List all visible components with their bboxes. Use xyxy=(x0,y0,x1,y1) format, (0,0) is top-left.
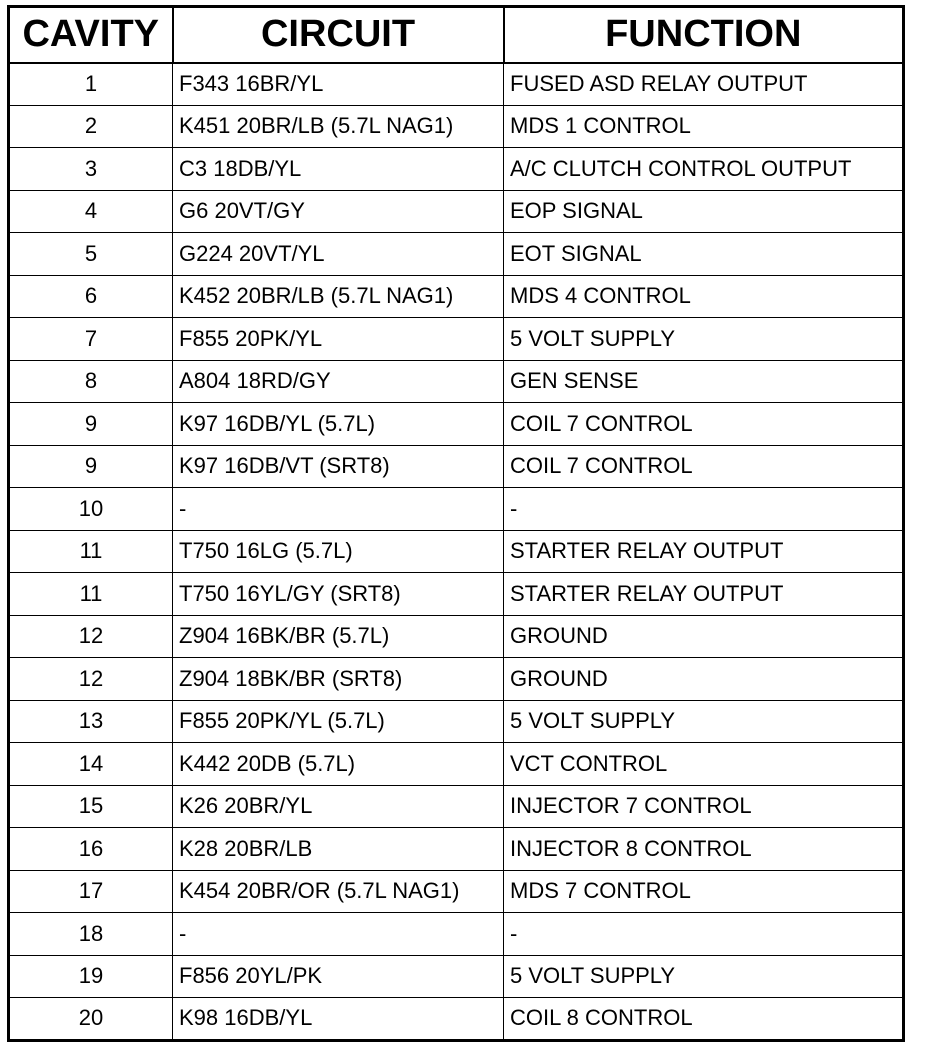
table-row xyxy=(9,105,904,148)
circuit-header: CIRCUIT xyxy=(173,7,504,63)
table-row xyxy=(9,148,904,191)
function-cell: STARTER RELAY OUTPUT xyxy=(504,530,904,573)
function-cell: GROUND xyxy=(504,658,904,701)
circuit-cell: K442 20DB (5.7L) xyxy=(173,743,504,786)
table-row xyxy=(9,913,904,956)
cavity-header: CAVITY xyxy=(9,7,173,63)
table-row xyxy=(9,658,904,701)
circuit-cell: K97 16DB/YL (5.7L) xyxy=(173,403,504,446)
table-row xyxy=(9,63,904,106)
table-row xyxy=(9,488,904,531)
function-cell: 5 VOLT SUPPLY xyxy=(504,700,904,743)
circuit-cell: F856 20YL/PK xyxy=(173,955,504,998)
circuit-cell: K452 20BR/LB (5.7L NAG1) xyxy=(173,275,504,318)
table-row xyxy=(9,573,904,616)
circuit-cell: K451 20BR/LB (5.7L NAG1) xyxy=(173,105,504,148)
connector-pinout-table xyxy=(7,5,905,1042)
circuit-cell: - xyxy=(173,913,504,956)
table-row xyxy=(9,445,904,488)
table-row xyxy=(9,828,904,871)
header-row xyxy=(9,7,904,63)
circuit-cell: - xyxy=(173,488,504,531)
cavity-cell: 2 xyxy=(9,105,173,148)
function-cell: COIL 7 CONTROL xyxy=(504,403,904,446)
circuit-cell: A804 18RD/GY xyxy=(173,360,504,403)
cavity-cell: 3 xyxy=(9,148,173,191)
cavity-cell: 18 xyxy=(9,913,173,956)
table-body xyxy=(9,63,904,1041)
circuit-cell: Z904 16BK/BR (5.7L) xyxy=(173,615,504,658)
function-cell: 5 VOLT SUPPLY xyxy=(504,318,904,361)
table-row xyxy=(9,233,904,276)
cavity-cell: 17 xyxy=(9,870,173,913)
function-cell: MDS 1 CONTROL xyxy=(504,105,904,148)
function-cell: EOP SIGNAL xyxy=(504,190,904,233)
table-row xyxy=(9,785,904,828)
cavity-cell: 19 xyxy=(9,955,173,998)
cavity-cell: 20 xyxy=(9,998,173,1041)
cavity-cell: 5 xyxy=(9,233,173,276)
cavity-cell: 14 xyxy=(9,743,173,786)
cavity-cell: 15 xyxy=(9,785,173,828)
circuit-cell: T750 16LG (5.7L) xyxy=(173,530,504,573)
table-row xyxy=(9,530,904,573)
function-cell: COIL 8 CONTROL xyxy=(504,998,904,1041)
function-cell: COIL 7 CONTROL xyxy=(504,445,904,488)
cavity-cell: 13 xyxy=(9,700,173,743)
function-cell: INJECTOR 8 CONTROL xyxy=(504,828,904,871)
function-cell: VCT CONTROL xyxy=(504,743,904,786)
table-row xyxy=(9,743,904,786)
circuit-cell: G224 20VT/YL xyxy=(173,233,504,276)
function-cell: GROUND xyxy=(504,615,904,658)
function-cell: MDS 7 CONTROL xyxy=(504,870,904,913)
circuit-cell: Z904 18BK/BR (SRT8) xyxy=(173,658,504,701)
function-cell: - xyxy=(504,488,904,531)
cavity-cell: 9 xyxy=(9,445,173,488)
table-row xyxy=(9,870,904,913)
function-cell: A/C CLUTCH CONTROL OUTPUT xyxy=(504,148,904,191)
table-row xyxy=(9,998,904,1041)
circuit-cell: F855 20PK/YL (5.7L) xyxy=(173,700,504,743)
table-row xyxy=(9,360,904,403)
table-row xyxy=(9,275,904,318)
function-header: FUNCTION xyxy=(504,7,904,63)
function-cell: INJECTOR 7 CONTROL xyxy=(504,785,904,828)
circuit-cell: C3 18DB/YL xyxy=(173,148,504,191)
circuit-cell: K454 20BR/OR (5.7L NAG1) xyxy=(173,870,504,913)
circuit-cell: K97 16DB/VT (SRT8) xyxy=(173,445,504,488)
circuit-cell: K98 16DB/YL xyxy=(173,998,504,1041)
cavity-cell: 12 xyxy=(9,615,173,658)
function-cell: GEN SENSE xyxy=(504,360,904,403)
table-row xyxy=(9,955,904,998)
cavity-cell: 6 xyxy=(9,275,173,318)
table-row xyxy=(9,615,904,658)
table-row xyxy=(9,190,904,233)
cavity-cell: 4 xyxy=(9,190,173,233)
cavity-cell: 10 xyxy=(9,488,173,531)
cavity-cell: 9 xyxy=(9,403,173,446)
circuit-cell: K26 20BR/YL xyxy=(173,785,504,828)
cavity-cell: 7 xyxy=(9,318,173,361)
circuit-cell: T750 16YL/GY (SRT8) xyxy=(173,573,504,616)
function-cell: FUSED ASD RELAY OUTPUT xyxy=(504,63,904,106)
table-row xyxy=(9,700,904,743)
cavity-cell: 16 xyxy=(9,828,173,871)
function-cell: EOT SIGNAL xyxy=(504,233,904,276)
table-row xyxy=(9,403,904,446)
circuit-cell: F343 16BR/YL xyxy=(173,63,504,106)
circuit-cell: G6 20VT/GY xyxy=(173,190,504,233)
cavity-cell: 12 xyxy=(9,658,173,701)
table-row xyxy=(9,318,904,361)
circuit-cell: K28 20BR/LB xyxy=(173,828,504,871)
function-cell: MDS 4 CONTROL xyxy=(504,275,904,318)
function-cell: 5 VOLT SUPPLY xyxy=(504,955,904,998)
circuit-cell: F855 20PK/YL xyxy=(173,318,504,361)
function-cell: STARTER RELAY OUTPUT xyxy=(504,573,904,616)
cavity-cell: 11 xyxy=(9,530,173,573)
cavity-cell: 8 xyxy=(9,360,173,403)
cavity-cell: 1 xyxy=(9,63,173,106)
function-cell: - xyxy=(504,913,904,956)
cavity-cell: 11 xyxy=(9,573,173,616)
